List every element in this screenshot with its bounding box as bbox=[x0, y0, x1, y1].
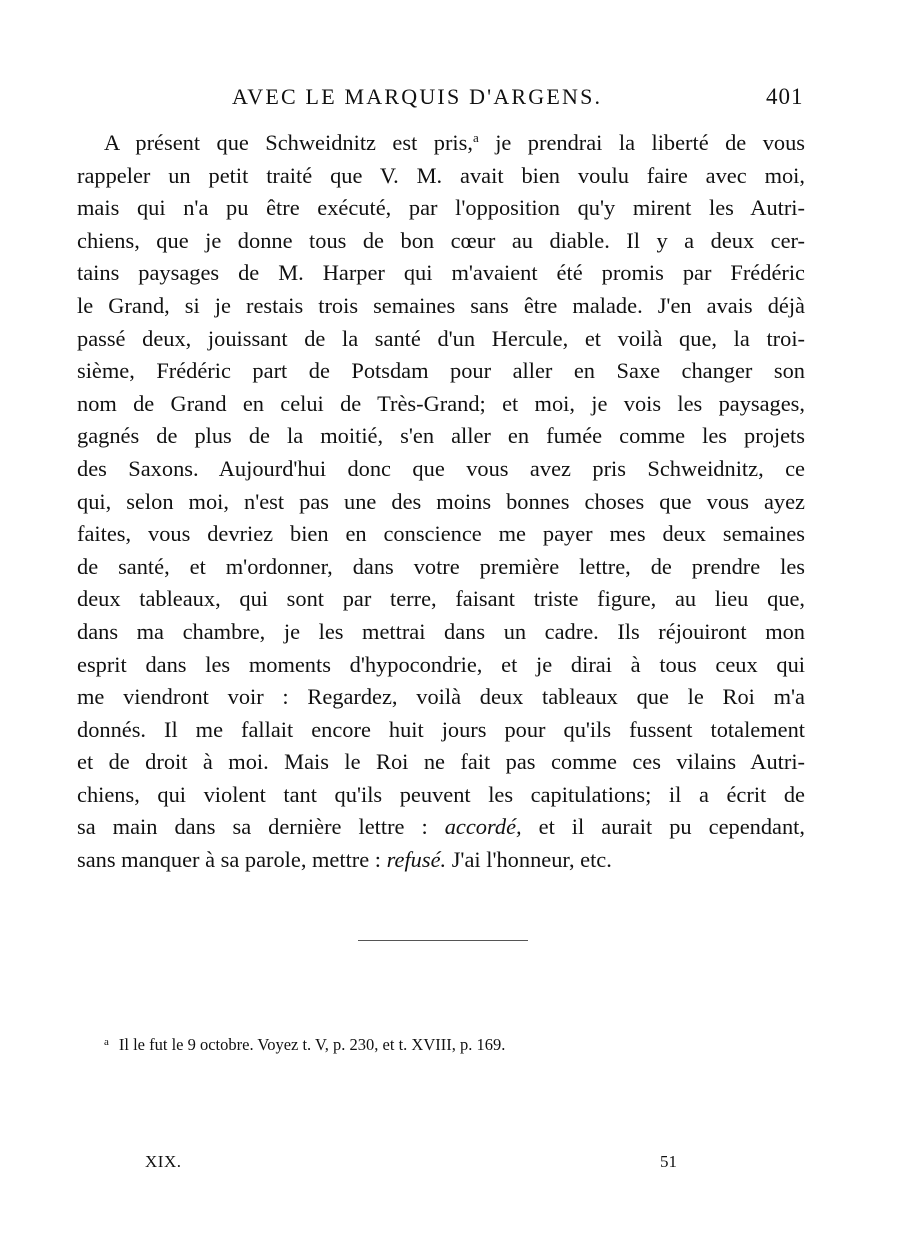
footnote-marker: a bbox=[104, 1036, 109, 1048]
text-line: tains paysages de M. Harper qui m'avaient été promis par Frédéric bbox=[77, 260, 805, 286]
footnote-reference: a bbox=[472, 130, 479, 145]
text-line bbox=[77, 127, 805, 160]
text-line: rappeler un petit traité que V. M. avait bien voulu faire avec moi, bbox=[77, 162, 805, 188]
text-line: gagnés de plus de la moitié, s'en aller en fumée comme les projets bbox=[77, 423, 805, 449]
text-line: et de droit à moi. Mais le Roi ne fait pas comme ces vilains Autri- bbox=[77, 749, 805, 775]
section-divider bbox=[358, 940, 528, 941]
text-line: passé deux, jouissant de la santé d'un Hercule, et voilà que, la troi- bbox=[77, 325, 805, 351]
text-line: chiens, qui violent tant qu'ils peuvent les capitulations; il a écrit de bbox=[77, 781, 805, 807]
text-line: chiens, que je donne tous de bon cœur au diable. Il y a deux cer- bbox=[77, 227, 805, 253]
text-line bbox=[77, 811, 805, 844]
text-run: J'ai l'honneur, etc. bbox=[446, 847, 612, 873]
page-number: 401 bbox=[766, 84, 804, 109]
running-title: AVEC LE MARQUIS D'ARGENS. bbox=[232, 84, 603, 109]
text-line: nom de Grand en celui de Très-Grand; et moi, je vois les paysages, bbox=[77, 390, 805, 416]
text-line: faites, vous devriez bien en conscience me payer mes deux semaines bbox=[77, 521, 805, 547]
signature-mark: XIX. bbox=[145, 1152, 182, 1171]
text-run: A présent que Schweidnitz est pris, bbox=[104, 130, 473, 155]
letter-body bbox=[77, 127, 805, 877]
text-run: et il aurait pu cependant, bbox=[521, 814, 805, 840]
text-run: sans manquer à sa parole, mettre : bbox=[77, 847, 387, 873]
text-line bbox=[77, 844, 805, 877]
text-line: mais qui n'a pu être exécuté, par l'opposition qu'y mirent les Autri- bbox=[77, 195, 805, 221]
footnote-text: Il le fut le 9 octobre. Voyez t. V, p. 230, et t. XVIII, p. 169. bbox=[118, 1035, 506, 1054]
text-line: me viendront voir : Regardez, voilà deux tableaux que le Roi m'a bbox=[77, 684, 805, 710]
text-run: je prendrai la liberté de vous bbox=[478, 130, 806, 155]
text-line: le Grand, si je restais trois semaines sans être malade. J'en avais déjà bbox=[77, 292, 805, 318]
text-line: deux tableaux, qui sont par terre, faisant triste figure, au lieu que, bbox=[77, 586, 805, 612]
italic-text: refusé. bbox=[386, 847, 447, 873]
text-line: sième, Frédéric part de Potsdam pour aller en Saxe changer son bbox=[77, 358, 805, 384]
text-line: de santé, et m'ordonner, dans votre première lettre, de prendre les bbox=[77, 553, 805, 579]
sheet-number: 51 bbox=[660, 1152, 677, 1171]
text-line: des Saxons. Aujourd'hui donc que vous avez pris Schweidnitz, ce bbox=[77, 455, 805, 481]
text-line: dans ma chambre, je les mettrai dans un cadre. Ils réjouiront mon bbox=[77, 618, 805, 644]
running-header bbox=[0, 84, 900, 114]
text-line: esprit dans les moments d'hypocondrie, et je dirai à tous ceux qui bbox=[77, 651, 805, 677]
text-line: donnés. Il me fallait encore huit jours pour qu'ils fussent totalement bbox=[77, 716, 805, 742]
text-run: sa main dans sa dernière lettre : bbox=[77, 814, 445, 840]
footnote bbox=[104, 1035, 505, 1055]
text-line: qui, selon moi, n'est pas une des moins bonnes choses que vous ayez bbox=[77, 488, 805, 514]
italic-text: accordé, bbox=[444, 814, 522, 840]
